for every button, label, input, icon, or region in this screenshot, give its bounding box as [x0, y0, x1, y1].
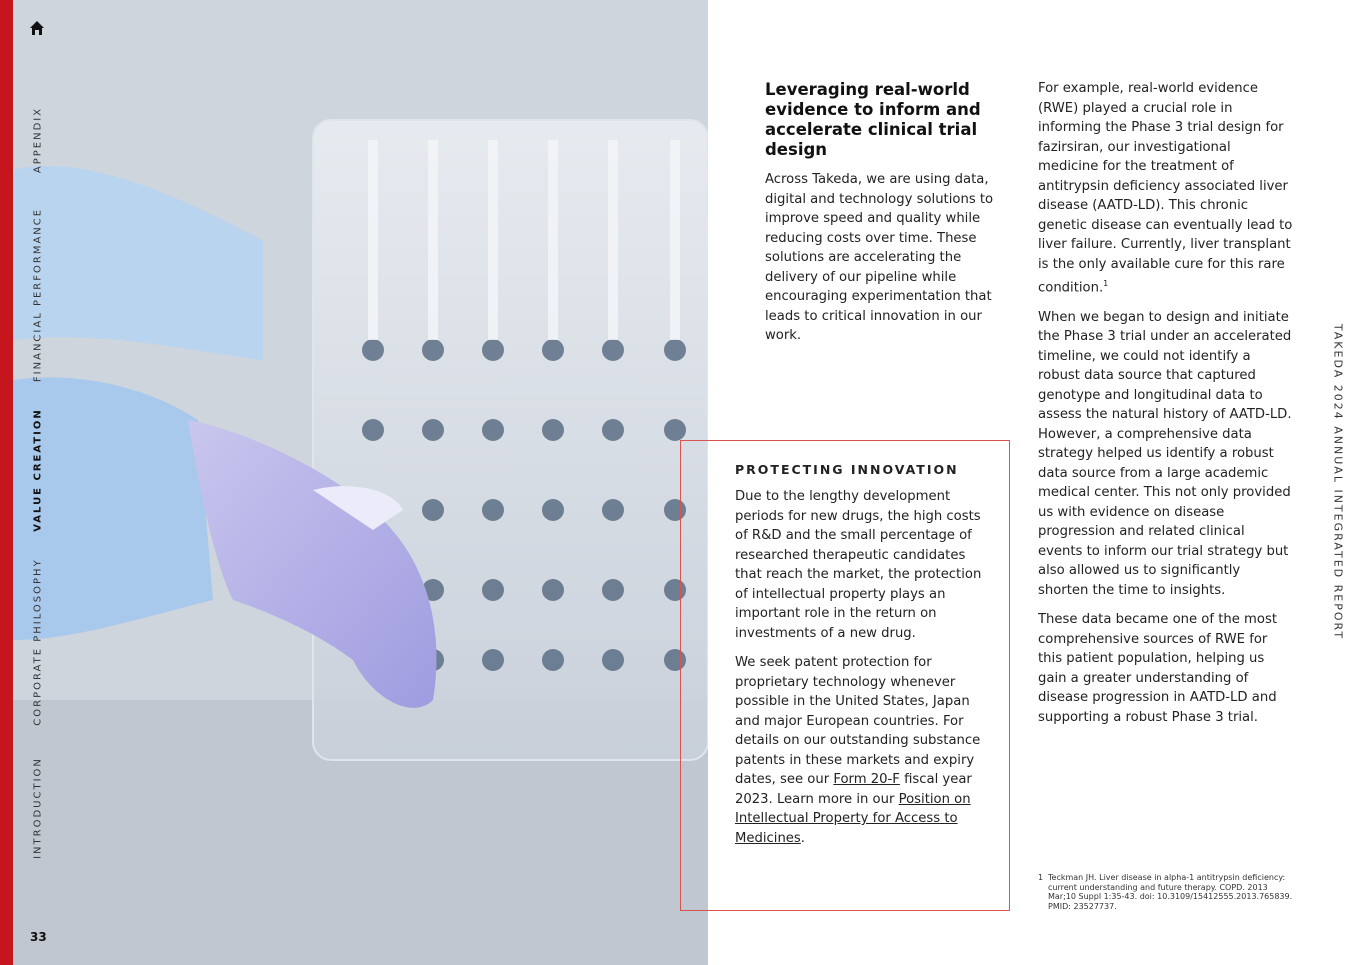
callout-text-before: We seek patent protection for proprietary technology whenever possible in the United States, Japan and major European countries. For details on our outstanding substance patents in these markets and expiry dates, see our: [735, 655, 981, 787]
footnote-ref: 1: [1103, 279, 1109, 288]
example-paragraph-2: When we began to design and initiate the Phase 3 trial under an accelerated timeline, we could not identify a robust data source that captured genotype and longitudinal data to assess the natural history of AATD-LD. However, a comprehensive data strategy helped us identify a robust data source from a large academic medical center. This not only provided us with evidence on disease progression and related clinical events to inform our trial strategy but also allowed us to significantly shorten the time to insights.: [1038, 309, 1292, 598]
nav-item-corporate-philosophy[interactable]: CORPORATE PHILOSOPHY: [32, 558, 44, 726]
callout-title: PROTECTING INNOVATION: [735, 462, 959, 477]
callout-paragraph-2: [735, 653, 990, 848]
example-paragraph-1-text: For example, real-world evidence (RWE) played a crucial role in informing the Phase 3 trial design for fazirsiran, our investigational medicine for the treatment of antitrypsin deficiency associated liver disease (AATD-LD). This chronic genetic disease can eventually lead to liver failure. Currently, liver transplant is the only available cure for this rare condition.: [1038, 81, 1293, 296]
callout-paragraph-1: Due to the lengthy development periods for new drugs, the high costs of R&D and the small percentage of researched therapeutic candidates that reach the market, the protection of intellectual property plays an important role in the return on investments of a new drug.: [735, 489, 982, 641]
lab-photo-illustration: [13, 0, 708, 965]
accent-bar: [0, 0, 13, 965]
nav-item-appendix[interactable]: APPENDIX: [32, 106, 44, 174]
example-paragraph-3: These data became one of the most comprehensive sources of RWE for this patient population, helping us gain a greater understanding of disease progression in AATD-LD and supporting a robust Phase 3 trial.: [1038, 612, 1277, 725]
nav-item-financial-performance[interactable]: FINANCIAL PERFORMANCE: [32, 207, 44, 383]
report-title: TAKEDA 2024 ANNUAL INTEGRATED REPORT: [1331, 323, 1345, 641]
callout-text-after: .: [800, 830, 805, 846]
home-icon[interactable]: [29, 20, 45, 36]
section-example: [1038, 79, 1293, 737]
footnote-number: 1: [1038, 873, 1044, 882]
footnote: [1038, 873, 1293, 911]
footnote-text: Teckman JH. Liver disease in alpha-1 antitrypsin deficiency: current understanding and future therapy. COPD. 2013 Mar;10 Suppl 1:35-43. doi: 10.3109/15412555.2013.765839. PMID: 23527737.: [1048, 873, 1293, 911]
callout-text-middle: fiscal year 2023. Learn more in our: [735, 772, 972, 807]
section-heading: Leveraging real-world evidence to inform and accelerate clinical trial design: [765, 80, 981, 159]
callout-box: [735, 462, 990, 858]
nav-item-introduction[interactable]: INTRODUCTION: [32, 757, 44, 859]
form-20f-link[interactable]: Form 20-F: [833, 772, 900, 787]
page-number: 33: [30, 930, 47, 944]
nav-item-value-creation[interactable]: VALUE CREATION: [32, 408, 44, 532]
example-paragraph-1: [1038, 79, 1293, 298]
section-paragraph: Across Takeda, we are using data, digital and technology solutions to improve speed and quality while reducing costs over time. These solutions are accelerating the delivery of our pipeline while encouraging experimentation that leads to critical innovation in our work.: [765, 172, 994, 343]
ip-position-link[interactable]: Position on Intellectual Property for Access to Medicines: [735, 791, 971, 846]
section-rwe: [765, 80, 1015, 356]
hero-photo: [13, 0, 708, 965]
